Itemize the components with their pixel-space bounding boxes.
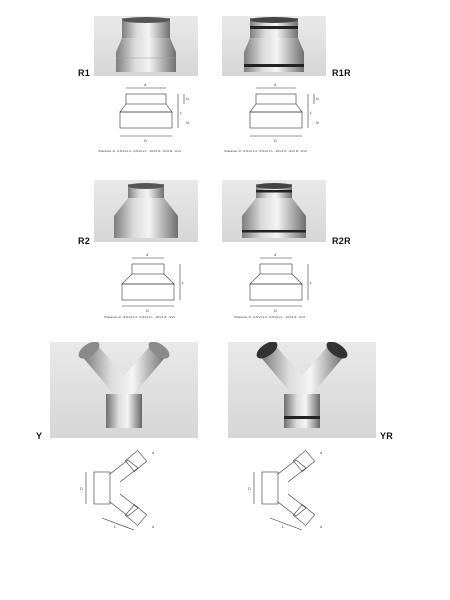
dim-l1: l1 xyxy=(186,96,190,101)
dim-L: L xyxy=(182,280,185,285)
dim-D: D xyxy=(146,308,149,313)
dim-D: D xyxy=(248,486,251,491)
dim-L: L xyxy=(310,110,313,115)
dim-L: L xyxy=(282,524,285,529)
r1-drawing xyxy=(106,80,198,144)
y-photo xyxy=(50,342,198,438)
product-code-yr: YR xyxy=(380,431,394,441)
tolerance-r1r: Tolerance: D: -0,5/+0,2 d: -0,5/+0,2 L: -10/+5 l1: -3/+5 l2: -3/+5 xyxy=(224,149,307,153)
product-code-r1r: R1R xyxy=(332,68,351,78)
r2r-drawing xyxy=(236,252,326,314)
tolerance-r2r: Tolerance: D: -0,5/+0,2 d: -0,5/+0,2 L: -10/+5 l1: -3/+5 xyxy=(234,315,306,319)
dim-D: D xyxy=(274,308,277,313)
reducer-r2r-image xyxy=(222,180,326,242)
yr-photo xyxy=(228,342,376,438)
r1r-drawing xyxy=(236,80,328,144)
dim-l2: l2 xyxy=(186,120,190,125)
y-drawing xyxy=(78,446,176,532)
y-branch-image xyxy=(50,342,198,438)
product-code-r2r: R2R xyxy=(332,236,351,246)
dim-l2: l2 xyxy=(316,120,320,125)
dim-d-bottom: d xyxy=(320,524,323,529)
dim-D: D xyxy=(144,138,147,143)
dim-d: d xyxy=(274,82,277,87)
reducer-r2-image xyxy=(94,180,198,242)
tolerance-r2: Tolerance: D: -0,5/+0,2 d: -0,5/+0,2 L: -10/+5 l1: -3/+5 xyxy=(104,315,176,319)
dim-D: D xyxy=(80,486,83,491)
r1r-photo xyxy=(222,16,326,76)
product-code-y: Y xyxy=(36,431,43,441)
dim-l1: l1 xyxy=(316,96,320,101)
product-code-r1: R1 xyxy=(78,68,91,78)
dim-d-top: d xyxy=(320,450,323,455)
dim-d: d xyxy=(274,252,277,257)
dim-d: d xyxy=(144,82,147,87)
dim-L: L xyxy=(180,110,183,115)
tolerance-r1: Tolerance: D: -0,5/+0,2 d: -0,5/+0,2 L: -10/+5 l1: -3/+5 l2: -3/+5 xyxy=(98,149,181,153)
dim-D: D xyxy=(274,138,277,143)
r2r-photo xyxy=(222,180,326,242)
reducer-r1r-image xyxy=(222,16,326,76)
dim-d: d xyxy=(146,252,149,257)
dim-L: L xyxy=(310,280,313,285)
dim-d-bottom: d xyxy=(152,524,155,529)
dim-d-top: d xyxy=(152,450,155,455)
yr-drawing xyxy=(246,446,344,532)
dim-L: L xyxy=(114,524,117,529)
r2-drawing xyxy=(108,252,198,314)
r1-photo xyxy=(94,16,198,76)
r2-photo xyxy=(94,180,198,242)
yr-branch-image xyxy=(228,342,376,438)
reducer-r1-image xyxy=(94,16,198,76)
product-code-r2: R2 xyxy=(78,236,91,246)
